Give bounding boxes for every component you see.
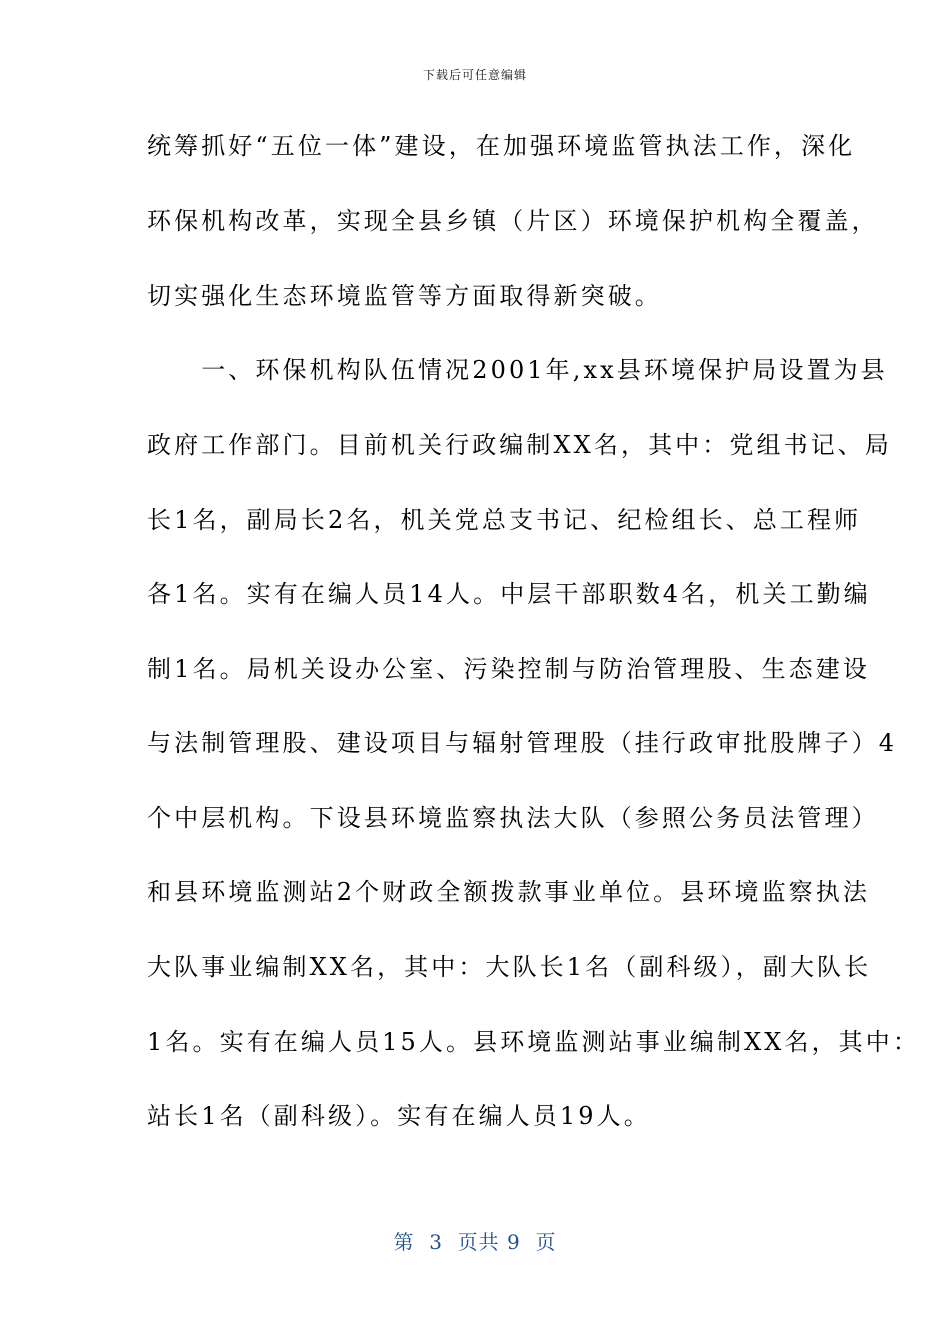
body-line: 大队事业编制XX名，其中：大队长1名（副科级），副大队长 — [147, 953, 872, 981]
header-note: 下载后可任意编辑 — [422, 68, 527, 82]
body-line: 统筹抓好“五位一体”建设，在加强环境监管执法工作，深化 — [147, 132, 856, 160]
body-line: 长1名，副局长2名，机关党总支书记、纪检组长、总工程师 — [147, 506, 862, 534]
body-line: 站长1名（副科级）。实有在编人员19人。 — [147, 1102, 651, 1130]
body-line: 环保机构改革，实现全县乡镇（片区）环境保护机构全覆盖， — [147, 207, 879, 235]
body-line: 各1名。实有在编人员14人。中层干部职数4名，机关工勤编 — [147, 580, 871, 608]
body-line: 切实强化生态环境监管等方面取得新突破。 — [147, 282, 662, 310]
body-line: 与法制管理股、建设项目与辐射管理股（挂行政审批股牌子）4 — [147, 729, 898, 757]
body-line: 一、环保机构队伍情况2001年,xx县环境保护局设置为县 — [147, 356, 888, 384]
body-line: 制1名。局机关设办公室、污染控制与防治管理股、生态建设 — [147, 655, 870, 683]
body-line: 个中层机构。下设县环境监察执法大队（参照公务员法管理） — [147, 804, 879, 832]
body-line: 和县环境监测站2个财政全额拨款事业单位。县环境监察执法 — [147, 878, 870, 906]
page-number-footer: 第 3 页共 9 页 — [393, 1230, 557, 1254]
body-line: 1名。实有在编人员15人。县环境监测站事业编制XX名，其中： — [147, 1028, 920, 1056]
body-line: 政府工作部门。目前机关行政编制XX名，其中：党组书记、局 — [147, 431, 892, 459]
